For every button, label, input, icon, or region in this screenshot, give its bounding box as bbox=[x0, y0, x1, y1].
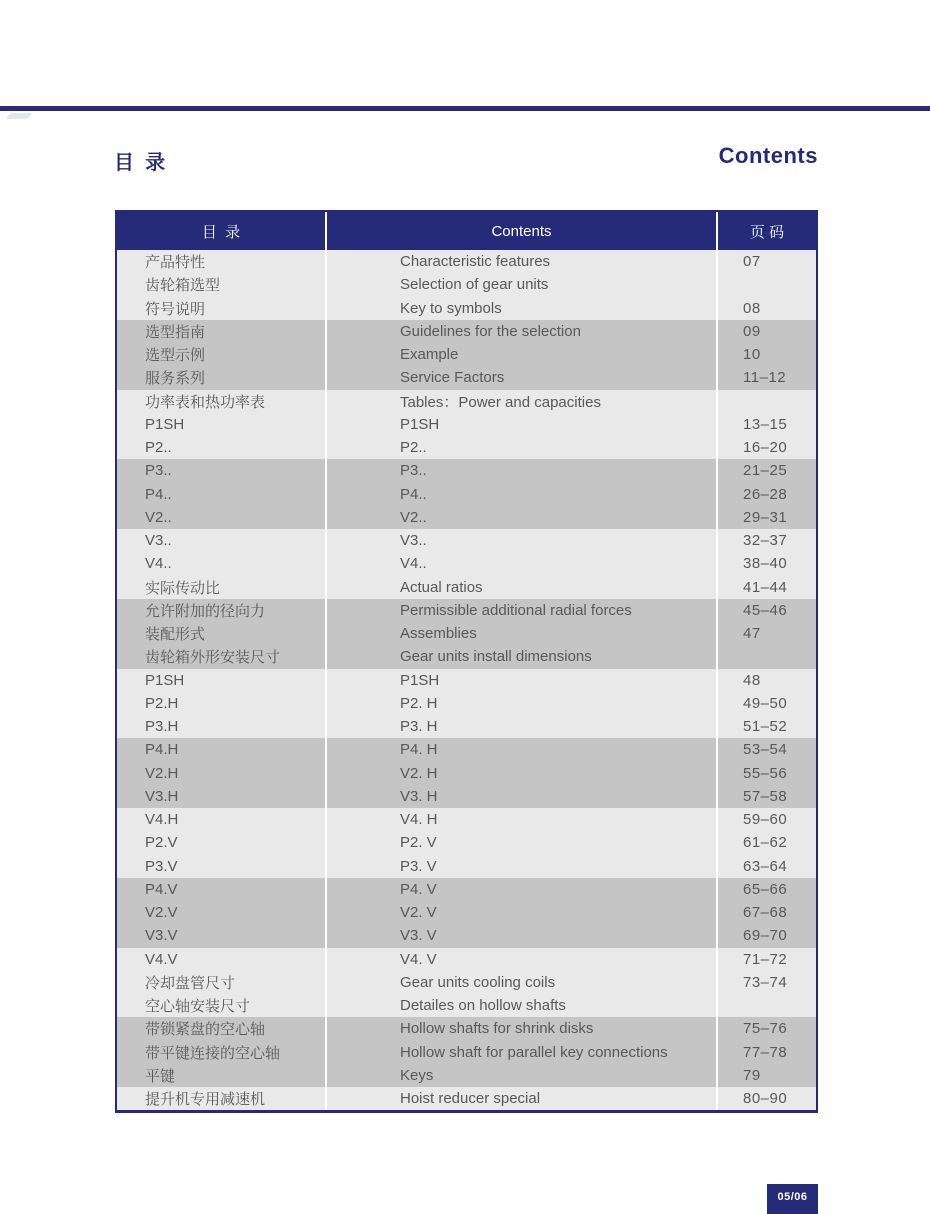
toc-cell-en: P3. V bbox=[327, 855, 718, 878]
table-header-en: Contents bbox=[327, 212, 718, 250]
toc-cell-en: Assemblies bbox=[327, 622, 718, 645]
toc-row bbox=[117, 878, 816, 901]
toc-cell-zh: P2.V bbox=[117, 831, 327, 854]
table-header-row bbox=[117, 212, 816, 250]
toc-cell-page: 38–40 bbox=[743, 555, 788, 573]
toc-row bbox=[117, 622, 816, 645]
toc-row bbox=[117, 436, 816, 459]
toc-row bbox=[117, 948, 816, 971]
table-header-page: 页 码 bbox=[749, 223, 785, 241]
toc-cell-page: 32–37 bbox=[743, 532, 788, 550]
toc-cell-zh: V4.. bbox=[117, 552, 327, 575]
toc-cell-page: 51–52 bbox=[743, 718, 788, 736]
toc-row bbox=[117, 599, 816, 622]
toc-cell-zh: 符号说明 bbox=[117, 297, 327, 320]
toc-cell-page: 45–46 bbox=[743, 601, 788, 619]
toc-cell-page: 47 bbox=[743, 625, 761, 643]
toc-row bbox=[117, 250, 816, 273]
toc-cell-page: 53–54 bbox=[743, 741, 788, 759]
toc-row bbox=[117, 343, 816, 366]
toc-cell-page: 29–31 bbox=[743, 508, 788, 526]
toc-cell-en: V3. V bbox=[327, 924, 718, 947]
toc-cell-en: Actual ratios bbox=[327, 576, 718, 599]
toc-cell-zh: V2.. bbox=[117, 506, 327, 529]
toc-cell-page: 16–20 bbox=[743, 439, 788, 457]
toc-cell-en: V4. H bbox=[327, 808, 718, 831]
toc-cell-page: 71–72 bbox=[743, 950, 788, 968]
toc-row bbox=[117, 506, 816, 529]
toc-cell-en: Example bbox=[327, 343, 718, 366]
toc-cell-page: 13–15 bbox=[743, 415, 788, 433]
toc-cell-page: 65–66 bbox=[743, 880, 788, 898]
toc-cell-en: P1SH bbox=[327, 413, 718, 436]
toc-cell-en: Detailes on hollow shafts bbox=[327, 994, 718, 1017]
toc-cell-zh: P2.H bbox=[117, 692, 327, 715]
toc-cell-zh: 产品特性 bbox=[117, 250, 327, 273]
toc-cell-en: Gear units install dimensions bbox=[327, 645, 718, 668]
toc-cell-page bbox=[718, 273, 816, 296]
toc-row bbox=[117, 1064, 816, 1087]
toc-cell-en: Service Factors bbox=[327, 366, 718, 389]
toc-row bbox=[117, 552, 816, 575]
toc-cell-en: P2. H bbox=[327, 692, 718, 715]
toc-cell-en: Hollow shafts for shrink disks bbox=[327, 1017, 718, 1040]
toc-cell-page bbox=[718, 994, 816, 1017]
toc-cell-en: P4.. bbox=[327, 483, 718, 506]
toc-row bbox=[117, 1017, 816, 1040]
toc-cell-en: V2.. bbox=[327, 506, 718, 529]
toc-cell-page: 61–62 bbox=[743, 834, 788, 852]
toc-cell-page: 49–50 bbox=[743, 694, 788, 712]
toc-cell-page: 80–90 bbox=[743, 1090, 788, 1108]
toc-row bbox=[117, 390, 816, 413]
toc-cell-en: P2.. bbox=[327, 436, 718, 459]
toc-row bbox=[117, 576, 816, 599]
toc-cell-zh: V2.V bbox=[117, 901, 327, 924]
toc-cell-en: Characteristic features bbox=[327, 250, 718, 273]
toc-cell-page: 67–68 bbox=[743, 904, 788, 922]
toc-row bbox=[117, 529, 816, 552]
toc-cell-zh: 选型示例 bbox=[117, 343, 327, 366]
table-header-zh: 目 录 bbox=[117, 212, 327, 250]
toc-cell-page: 77–78 bbox=[743, 1043, 788, 1061]
toc-cell-en: V2. V bbox=[327, 901, 718, 924]
toc-cell-zh: P4.H bbox=[117, 738, 327, 761]
toc-cell-zh: 冷却盘管尺寸 bbox=[117, 971, 327, 994]
toc-cell-en: V3. H bbox=[327, 785, 718, 808]
toc-cell-en: Hollow shaft for parallel key connections bbox=[327, 1041, 718, 1064]
toc-cell-zh: 选型指南 bbox=[117, 320, 327, 343]
toc-cell-zh: 允许附加的径向力 bbox=[117, 599, 327, 622]
toc-row bbox=[117, 808, 816, 831]
toc-cell-page: 09 bbox=[743, 322, 761, 340]
toc-cell-en: Permissible additional radial forces bbox=[327, 599, 718, 622]
toc-row bbox=[117, 483, 816, 506]
toc-cell-zh: 齿轮箱外形安装尺寸 bbox=[117, 645, 327, 668]
toc-cell-zh: V4.H bbox=[117, 808, 327, 831]
toc-cell-zh: V3.V bbox=[117, 924, 327, 947]
toc-cell-page: 10 bbox=[743, 346, 761, 364]
page-title-en: Contents bbox=[718, 143, 818, 168]
toc-cell-zh: V4.V bbox=[117, 948, 327, 971]
toc-row bbox=[117, 692, 816, 715]
toc-row bbox=[117, 669, 816, 692]
toc-cell-en: Key to symbols bbox=[327, 297, 718, 320]
toc-cell-en: Keys bbox=[327, 1064, 718, 1087]
toc-cell-zh: 服务系列 bbox=[117, 366, 327, 389]
toc-row bbox=[117, 762, 816, 785]
toc-row bbox=[117, 459, 816, 482]
toc-cell-zh: 带平键连接的空心轴 bbox=[117, 1041, 327, 1064]
toc-cell-en: P4. V bbox=[327, 878, 718, 901]
page-title-zh: 目 录 bbox=[114, 152, 166, 174]
toc-cell-zh: 空心轴安装尺寸 bbox=[117, 994, 327, 1017]
toc-cell-page: 79 bbox=[743, 1066, 761, 1084]
toc-cell-page: 69–70 bbox=[743, 927, 788, 945]
toc-row bbox=[117, 645, 816, 668]
toc-cell-zh: 带锁紧盘的空心轴 bbox=[117, 1017, 327, 1040]
toc-cell-page: 08 bbox=[743, 299, 761, 317]
toc-row bbox=[117, 924, 816, 947]
toc-row bbox=[117, 994, 816, 1017]
toc-cell-zh: V2.H bbox=[117, 762, 327, 785]
toc-cell-zh: P1SH bbox=[117, 413, 327, 436]
toc-cell-zh: 提升机专用减速机 bbox=[117, 1087, 327, 1110]
toc-cell-page: 07 bbox=[743, 253, 761, 271]
toc-cell-en: V4. V bbox=[327, 948, 718, 971]
toc-cell-zh: P3.H bbox=[117, 715, 327, 738]
toc-cell-page: 75–76 bbox=[743, 1020, 788, 1038]
toc-cell-en: P1SH bbox=[327, 669, 718, 692]
toc-cell-en: V4.. bbox=[327, 552, 718, 575]
toc-row bbox=[117, 413, 816, 436]
toc-cell-page: 63–64 bbox=[743, 857, 788, 875]
toc-cell-en: P3. H bbox=[327, 715, 718, 738]
toc-row bbox=[117, 366, 816, 389]
page-number-badge bbox=[767, 1184, 818, 1214]
toc-cell-en: V2. H bbox=[327, 762, 718, 785]
toc-row bbox=[117, 785, 816, 808]
toc-row bbox=[117, 738, 816, 761]
toc-cell-zh: 平键 bbox=[117, 1064, 327, 1087]
toc-cell-zh: 实际传动比 bbox=[117, 576, 327, 599]
toc-cell-page: 48 bbox=[743, 671, 761, 689]
toc-row bbox=[117, 320, 816, 343]
toc-row bbox=[117, 1087, 816, 1110]
toc-cell-en: Hoist reducer special bbox=[327, 1087, 718, 1110]
toc-cell-zh: P2.. bbox=[117, 436, 327, 459]
toc-cell-page: 26–28 bbox=[743, 485, 788, 503]
table-body bbox=[117, 250, 816, 1110]
toc-cell-page bbox=[718, 390, 816, 413]
toc-row bbox=[117, 901, 816, 924]
toc-row bbox=[117, 273, 816, 296]
toc-cell-en: Selection of gear units bbox=[327, 273, 718, 296]
toc-cell-page bbox=[718, 645, 816, 668]
toc-cell-page: 57–58 bbox=[743, 787, 788, 805]
toc-cell-zh: 齿轮箱选型 bbox=[117, 273, 327, 296]
toc-cell-page: 21–25 bbox=[743, 462, 788, 480]
toc-row bbox=[117, 297, 816, 320]
top-divider-line bbox=[0, 106, 930, 111]
toc-cell-page: 11–12 bbox=[743, 369, 787, 387]
toc-cell-zh: 功率表和热功率表 bbox=[117, 390, 327, 413]
toc-cell-zh: P4.V bbox=[117, 878, 327, 901]
toc-row bbox=[117, 715, 816, 738]
toc-cell-zh: P1SH bbox=[117, 669, 327, 692]
toc-cell-page: 41–44 bbox=[743, 578, 788, 596]
toc-cell-en: Tables：Power and capacities bbox=[327, 390, 718, 413]
toc-cell-page: 59–60 bbox=[743, 811, 788, 829]
toc-row bbox=[117, 855, 816, 878]
contents-table bbox=[115, 210, 818, 1113]
toc-cell-zh: 装配形式 bbox=[117, 622, 327, 645]
toc-cell-en: P4. H bbox=[327, 738, 718, 761]
toc-cell-zh: P3.V bbox=[117, 855, 327, 878]
toc-cell-page: 73–74 bbox=[743, 973, 788, 991]
toc-cell-en: P2. V bbox=[327, 831, 718, 854]
toc-cell-en: Guidelines for the selection bbox=[327, 320, 718, 343]
toc-cell-page: 55–56 bbox=[743, 764, 788, 782]
toc-cell-zh: V3.H bbox=[117, 785, 327, 808]
toc-cell-zh: V3.. bbox=[117, 529, 327, 552]
toc-row bbox=[117, 831, 816, 854]
page-number: 05/06 bbox=[777, 1191, 808, 1203]
toc-cell-en: Gear units cooling coils bbox=[327, 971, 718, 994]
toc-cell-zh: P3.. bbox=[117, 459, 327, 482]
decorative-mark bbox=[6, 113, 33, 119]
toc-cell-en: V3.. bbox=[327, 529, 718, 552]
toc-row bbox=[117, 1041, 816, 1064]
toc-row bbox=[117, 971, 816, 994]
toc-cell-en: P3.. bbox=[327, 459, 718, 482]
toc-cell-zh: P4.. bbox=[117, 483, 327, 506]
